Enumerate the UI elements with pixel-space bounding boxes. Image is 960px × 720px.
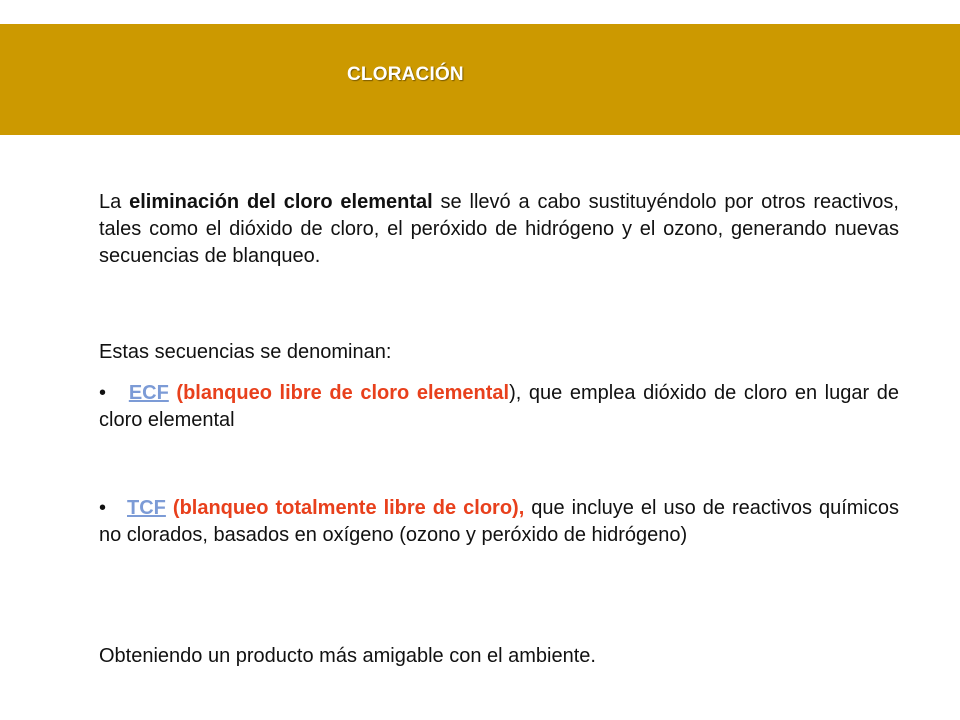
- ecf-description: ), que emplea dióxido de cloro en lugar de cloro elemental: [99, 382, 899, 431]
- header-band: [0, 24, 960, 135]
- tcf-link[interactable]: TCF: [127, 497, 166, 519]
- tcf-highlight: (blanqueo totalmente libre de cloro),: [165, 497, 525, 519]
- sequences-intro: Estas secuencias se denominan:: [99, 341, 392, 363]
- intro-post: se llevó a cabo sustituyéndolo por otros reactivos, tales como el dióxido de cloro, el peróxido de hidrógeno y el ozono, generando nuevas secuencias de blanqueo.: [99, 191, 899, 267]
- bullet-ecf: [99, 380, 899, 434]
- intro-paragraph: [99, 189, 899, 270]
- bullet-tcf: [99, 495, 899, 549]
- conclusion-paragraph: Obteniendo un producto más amigable con el ambiente.: [99, 645, 596, 667]
- bullet-dot: •: [99, 497, 107, 519]
- intro-pre: La: [99, 191, 130, 213]
- ecf-highlight: (blanqueo libre de cloro elemental: [168, 382, 510, 404]
- slide-title: CLORACIÓN: [347, 64, 464, 85]
- tcf-description: que incluye el uso de reactivos químicos no clorados, basados en oxígeno (ozono y peróxido de hidrógeno): [99, 497, 899, 546]
- ecf-link[interactable]: ECF: [128, 382, 169, 404]
- intro-bold: eliminación del cloro elemental: [129, 191, 433, 213]
- bullet-dot: •: [99, 382, 107, 404]
